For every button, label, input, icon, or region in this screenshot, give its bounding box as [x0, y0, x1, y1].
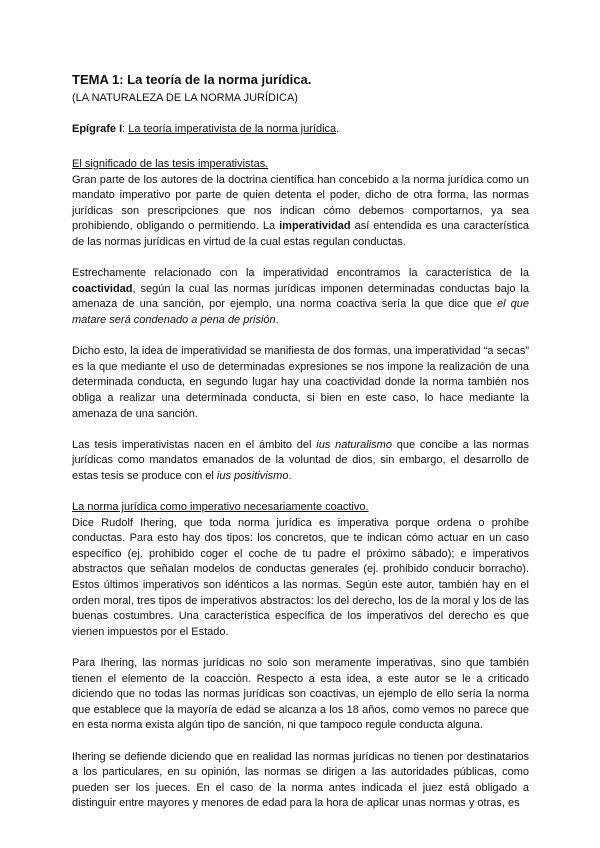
paragraph: Dice Rudolf Ihering, que toda norma jurídica es imperativa porque ordena o prohíbe conductas. Para esto hay dos tipos: los concretos, que te indican cómo actuar en un caso específico (ej. prohibido coger el coche de tu padre el próximo sábado); e imperativos abstractos que señalan modelos de conductas generales (ej. prohibido conducir borracho). Estos últimos imperativos son idénticos a las normas. Según este autor, también hay en el orden moral, tres tipos de imperativos abstractos: los del derecho, los de la moral y los de las buenas costumbres. Una característica específica de los imperativos del derecho es que vienen impuestos por el Estado. — [72, 516, 529, 638]
document-subtitle: (LA NATURALEZA DE LA NORMA JURÍDICA) — [72, 92, 298, 104]
paragraph: Dicho esto, la idea de imperatividad se manifiesta de dos formas, una imperatividad “a secas” es la que mediante el uso de determinadas expresiones se nos impone la realización de una determinada conducta, en segundo lugar hay una coactividad donde la norma también nos obliga a realizar una determinada conducta, si bien en este caso, lo hace mediante la amenaza de una sanción. — [72, 345, 529, 420]
text-run: Las tesis imperativistas nacen en el ámbito del — [72, 438, 317, 451]
document-title: TEMA 1: La teoría de la norma jurídica. — [72, 72, 312, 87]
paragraph — [72, 266, 529, 328]
text-run: Estrechamente relacionado con la imperatividad encontramos la característica de la — [72, 267, 529, 280]
paragraph: Para Ihering, las normas jurídicas no solo son meramente imperativas, sino que también tienen el elemento de la coacción. Respecto a esta idea, a este autor se le a criticado diciendo que no todas las normas jurídicas son coactivas, un ejemplo de ello sería la norma que establece que la mayoría de edad se alcanza a los 18 años, como vemos no parece que en esta norma exista algún tipo de sanción, ni que tampoco regule conducta alguna. — [72, 657, 529, 732]
epigrafe-end: . — [336, 123, 340, 135]
section-heading: El significado de las tesis imperativistas. — [72, 158, 269, 170]
epigrafe-heading — [72, 123, 339, 135]
italic-term: ius naturalismo — [316, 438, 392, 451]
epigrafe-text: La teoría imperativista de la norma jurídica — [128, 123, 337, 135]
bold-term: coactividad — [72, 282, 133, 295]
text-run: que concibe a las normas jurídicas como mandatos emanados de la voluntad de dios, sin embargo, el desarrollo de estas tesis se produce con el — [72, 438, 529, 482]
bold-term: imperatividad — [279, 220, 351, 233]
paragraph — [72, 438, 529, 485]
paragraph: Ihering se defiende diciendo que en realidad las normas jurídicas no tienen por destinatarios a los particulares, en su opinión, las normas se dirigen a las autoridades públicas, como pueden ser los jueces. En el caso de la norma antes indicada el juez está obligado a distinguir entre mayores y menores de edad para la hora de aplicar unas normas y otras, es — [72, 750, 529, 810]
epigrafe-label: Epígrafe I — [72, 123, 123, 135]
epigrafe-sep: : — [122, 123, 129, 135]
text-run: así entendida es una característica de las normas jurídicas en virtud de la cual estas regulan conductas. — [72, 220, 529, 248]
italic-term: ius positivismo — [216, 469, 289, 482]
section-heading: La norma jurídica como imperativo necesariamente coactivo. — [72, 501, 369, 514]
paragraph — [72, 173, 529, 251]
italic-quote: el que matare será condenado a pena de prisión — [72, 298, 529, 326]
text-run: Gran parte de los autores de la doctrina científica han concebido a la norma jurídica como un mandato imperativo por parte de quien detenta el poder, dicho de otra forma, las normas jurídicas son prescripciones que nos indican cómo debemos comportarnos, ya sea prohibiendo, obligando o permitiendo. La — [72, 173, 529, 233]
section1 — [72, 157, 529, 812]
text-run: , según la cual las normas jurídicas imponen determinadas conductas bajo la amenaza de una sanción, por ejemplo, una norma coactiva sería la que dice que — [72, 282, 529, 311]
text-run: . — [288, 469, 292, 482]
text-run: . — [275, 313, 279, 326]
